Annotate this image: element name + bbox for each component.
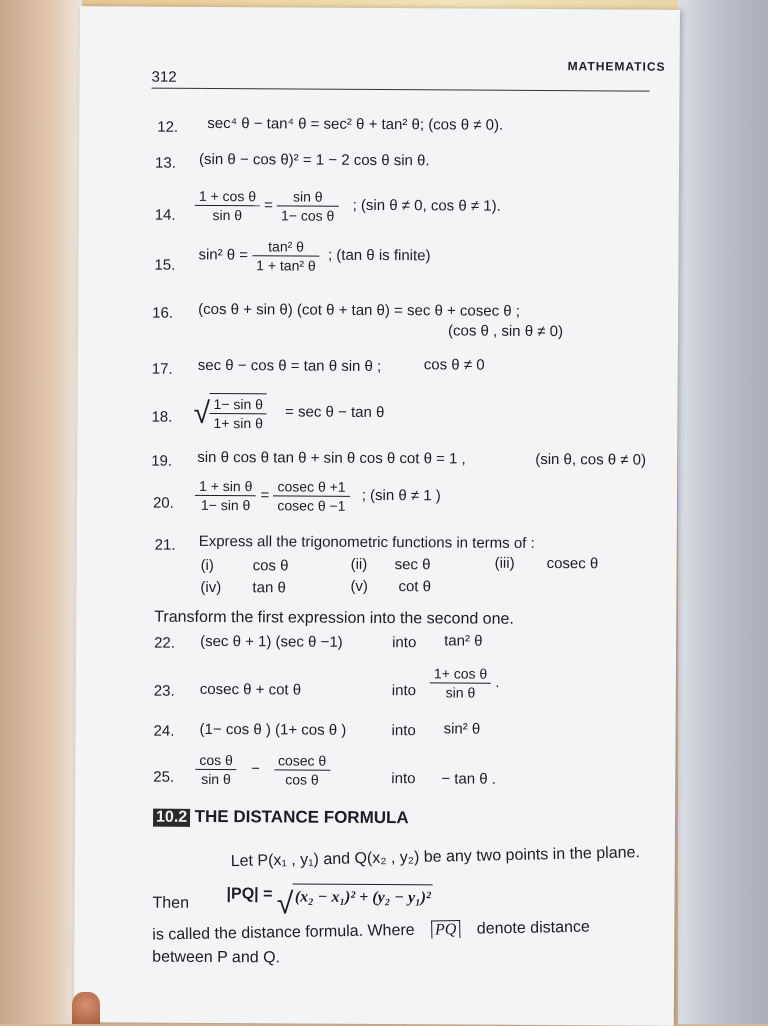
numerator: 1+ cos θ: [430, 664, 491, 683]
option-label: (ii): [350, 555, 368, 573]
distance-formula: [226, 883, 433, 921]
problem-number: 24.: [153, 722, 175, 740]
problem-equation: [195, 187, 501, 226]
paragraph-line: between P and Q.: [152, 948, 281, 967]
denominator: 1 + tan² θ: [256, 257, 316, 274]
lhs: sin² θ =: [198, 246, 249, 264]
equals-sign: =: [260, 486, 270, 504]
problem-equation: [195, 477, 441, 516]
denominator: cosec θ −1: [277, 497, 346, 514]
fraction: [273, 477, 349, 514]
paragraph-line: Let P(x₁ , y₁) and Q(x₂ , y₂) be any two points in the plane.: [230, 844, 641, 871]
problem-number: 22.: [154, 634, 176, 652]
problem-text: sec⁴ θ − tan⁴ θ = sec² θ + tan² θ; (cos θ ≠ 0).: [207, 114, 504, 134]
option-value: tan θ: [252, 579, 286, 597]
denominator: sin θ: [445, 684, 476, 701]
section-heading: [153, 807, 409, 829]
fraction: [274, 751, 330, 788]
into-word: into: [391, 682, 417, 700]
second-expression: [430, 664, 500, 701]
condition: ; (sin θ ≠ 0, cos θ ≠ 1).: [352, 197, 501, 216]
problem-text: (cos θ + sin θ) (cot θ + tan θ) = sec θ + cosec θ ;: [198, 300, 521, 320]
square-root: [193, 393, 267, 432]
problem-number: 18.: [151, 408, 173, 426]
condition: cos θ ≠ 0: [423, 356, 485, 374]
radical-sign: √: [193, 396, 211, 430]
problem-text: (sin θ − cos θ)² = 1 − 2 cos θ sin θ.: [199, 150, 430, 170]
thumb-photo-artifact: [72, 992, 100, 1024]
problem-number: 16.: [152, 304, 174, 322]
problem-number: 13.: [154, 154, 176, 172]
section-title: THE DISTANCE FORMULA: [194, 806, 409, 828]
pq-abs: PQ: [431, 920, 461, 939]
problem-number: 14.: [154, 206, 176, 224]
problem-number: 25.: [153, 768, 175, 786]
numerator: cos θ: [195, 751, 237, 770]
option-value: cot θ: [398, 578, 432, 596]
first-expression: cosec θ + cot θ: [199, 680, 302, 699]
text: denote distance: [476, 918, 590, 938]
radical-sign: √: [276, 887, 294, 921]
problem-equation: [193, 393, 384, 433]
section-instruction: Transform the first expression into the second one.: [154, 608, 514, 628]
minus-sign: −: [250, 760, 260, 778]
condition: ; (tan θ is finite): [327, 247, 431, 265]
book-page: [74, 6, 680, 1026]
formula-radicand: (x₂ − x₁)² + (y₂ − y₁)²: [293, 883, 433, 907]
option-label: (iv): [200, 578, 222, 597]
problem-number: 17.: [151, 360, 173, 378]
period: .: [495, 674, 500, 692]
numerator: 1 + cos θ: [195, 187, 260, 206]
problem-number: 20.: [152, 494, 174, 512]
option-label: (v): [350, 577, 369, 595]
numerator: cosec θ +1: [273, 477, 349, 496]
problem-number: 23.: [153, 682, 175, 700]
problem-number: 12.: [157, 118, 179, 136]
first-expression: [195, 751, 330, 789]
fraction: [277, 187, 339, 224]
second-expression: tan² θ: [444, 632, 483, 650]
square-root: [276, 883, 433, 921]
fraction: [252, 237, 320, 274]
problem-number: 21.: [154, 536, 176, 554]
denominator: 1+ sin θ: [213, 414, 263, 432]
option-value: sec θ: [394, 556, 431, 574]
denominator: cos θ: [285, 771, 319, 788]
numerator: cosec θ: [274, 751, 330, 770]
into-word: into: [391, 722, 416, 740]
background-right-page-edge: [678, 0, 768, 1024]
fraction: [430, 664, 492, 701]
denominator: sin θ: [201, 770, 231, 788]
denominator: sin θ: [212, 206, 243, 224]
problem-text: Express all the trigonometric functions in terms of :: [198, 532, 535, 552]
text: is called the distance formula. Where: [152, 921, 415, 944]
condition: (cos θ , sin θ ≠ 0): [447, 322, 564, 341]
background-left: [0, 0, 82, 1024]
into-word: into: [392, 634, 417, 652]
fraction: [195, 477, 257, 514]
section-number: 10.2: [153, 809, 190, 827]
numerator: sin θ: [277, 187, 338, 206]
numerator: tan² θ: [252, 237, 320, 256]
problem-equation: [198, 237, 430, 275]
option-label: (i): [200, 556, 214, 574]
running-title: MATHEMATICS: [567, 59, 666, 74]
fraction: [195, 187, 260, 224]
second-expression: − tan θ .: [441, 770, 496, 788]
option-label: (iii): [494, 554, 515, 572]
then-word: Then: [152, 894, 190, 912]
condition: ; (sin θ ≠ 1 ): [361, 487, 441, 505]
numerator: 1− sin θ: [210, 395, 268, 414]
fraction: [195, 751, 237, 788]
paragraph-line: [152, 919, 590, 945]
rhs: = sec θ − tan θ: [285, 403, 385, 422]
fraction: [209, 395, 267, 432]
problem-number: 19.: [151, 452, 173, 470]
first-expression: (sec θ + 1) (sec θ −1): [200, 632, 343, 651]
into-word: into: [391, 770, 416, 788]
condition: (sin θ, cos θ ≠ 0): [535, 450, 647, 469]
option-value: cosec θ: [546, 555, 599, 573]
equals-sign: =: [264, 196, 273, 214]
denominator: 1− sin θ: [200, 496, 251, 514]
header-rule: [152, 88, 650, 92]
first-expression: (1− cos θ ) (1+ cos θ ): [199, 720, 347, 739]
page-number: 312: [151, 68, 177, 86]
formula-lhs: |PQ| =: [226, 885, 273, 903]
problem-text: sec θ − cos θ = tan θ sin θ ;: [197, 356, 382, 376]
numerator: 1 + sin θ: [195, 477, 256, 496]
denominator: 1− cos θ: [280, 207, 335, 224]
problem-text: sin θ cos θ tan θ + sin θ cos θ cot θ = 1 ,: [197, 448, 466, 468]
option-value: cos θ: [252, 557, 289, 575]
problem-number: 15.: [154, 256, 176, 274]
second-expression: sin² θ: [443, 720, 481, 738]
